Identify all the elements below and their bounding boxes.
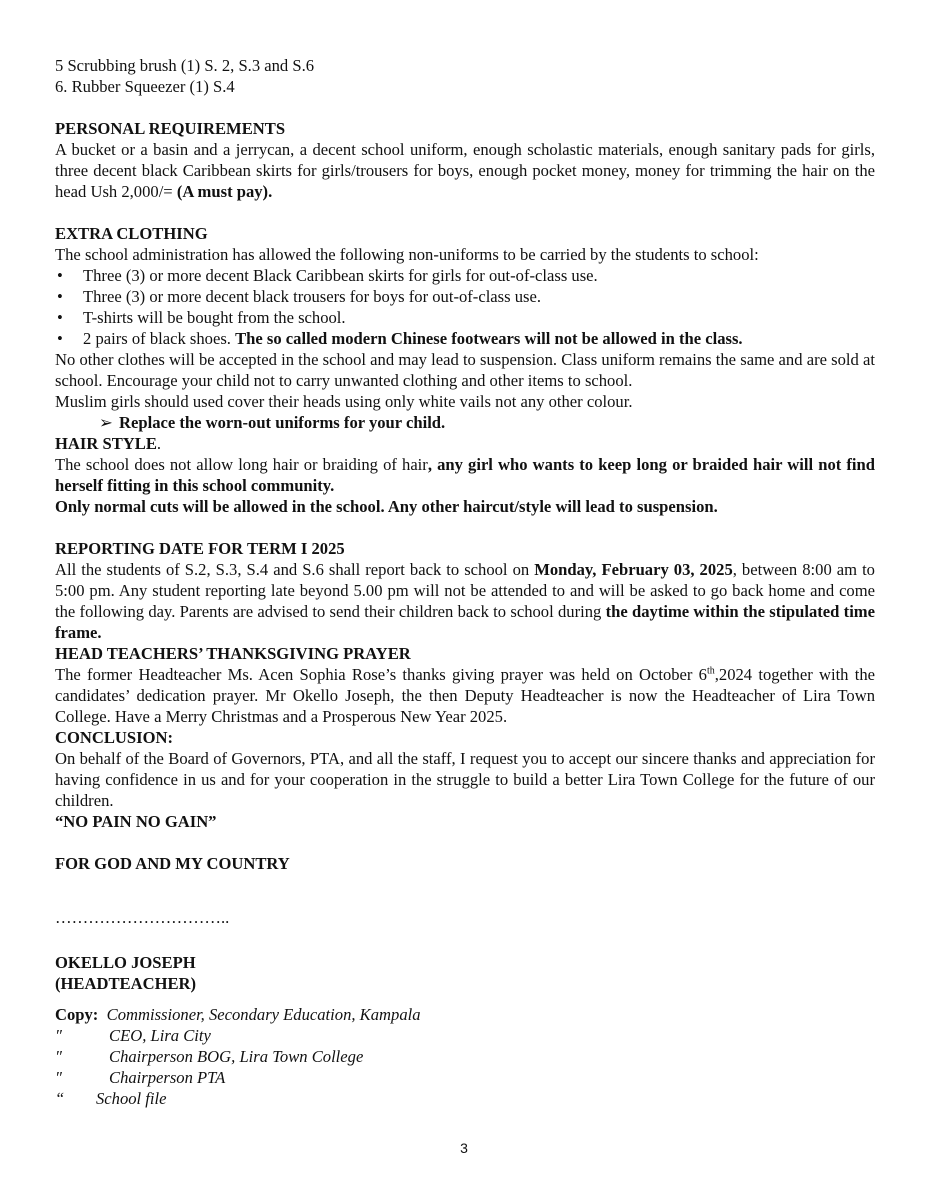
page-number: 3 xyxy=(460,1140,468,1156)
clothing-paragraph: No other clothes will be accepted in the school and may lead to suspension. Class uniform remains the same and are sold at school. Encourage your child not to carry unwanted clothing and other items to school. xyxy=(55,350,875,390)
personal-requirements-heading: PERSONAL REQUIREMENTS xyxy=(55,119,286,138)
hair-style-heading: HAIR STYLE. xyxy=(55,434,162,453)
arrow-icon: ➢ xyxy=(99,413,113,432)
copy-row: ″ Chairperson BOG, Lira Town College xyxy=(55,1047,364,1066)
top-item-5: 5 Scrubbing brush (1) S. 2, S.3 and S.6 xyxy=(55,56,315,75)
bullet-item: • 2 pairs of black shoes. The so called modern Chinese footwears will not be allowed in the class. xyxy=(55,328,875,349)
extra-clothing-intro: The school administration has allowed the following non-uniforms to be carried by the students to school: xyxy=(55,245,759,264)
motto: “NO PAIN NO GAIN” xyxy=(55,812,217,831)
hair-style-text: The school does not allow long hair or braiding of hair, any girl who wants to keep long or braided hair will not find herself fitting in this school community. xyxy=(55,455,875,495)
bullet-item: • Three (3) or more decent black trousers for boys for out-of-class use. xyxy=(55,286,875,307)
extra-clothing-heading: EXTRA CLOTHING xyxy=(55,224,208,243)
hair-style-rule: Only normal cuts will be allowed in the school. Any other haircut/style will lead to suspension. xyxy=(55,497,718,516)
document-page xyxy=(55,55,875,1109)
bullet-item: • T-shirts will be bought from the school. xyxy=(55,307,875,328)
top-item-6: 6. Rubber Squeezer (1) S.4 xyxy=(55,77,235,96)
personal-requirements-text: A bucket or a basin and a jerrycan, a decent school uniform, enough scholastic materials, enough sanitary pads for girls, three decent black Caribbean skirts for girls/trousers for boys, enough pocket money, money for trimming the hair on the head Ush 2,000/= (A must pay). xyxy=(55,140,875,201)
prayer-text: The former Headteacher Ms. Acen Sophia Rose’s thanks giving prayer was held on October 6th,2024 together with the candidates’ dedication prayer. Mr Okello Joseph, the then Deputy Headteacher is now the Headteacher of Lira Town College. Have a Merry Christmas and a Prosperous New Year 2025. xyxy=(55,665,875,726)
muslim-girls-paragraph: Muslim girls should used cover their heads using only white vails not any other colour. xyxy=(55,392,633,411)
copy-row: “ School file xyxy=(55,1089,167,1108)
signature-line: ………………………….. xyxy=(55,908,230,927)
conclusion-text: On behalf of the Board of Governors, PTA, and all the staff, I request you to accept our sincere thanks and appreciation for having confidence in us and for your cooperation in the struggle to build a better Lira Town College for the future of our children. xyxy=(55,749,875,810)
prayer-heading: HEAD TEACHERS’ THANKSGIVING PRAYER xyxy=(55,644,411,663)
signer-title: (HEADTEACHER) xyxy=(55,974,197,993)
closing-line: FOR GOD AND MY COUNTRY xyxy=(55,854,290,873)
conclusion-heading: CONCLUSION: xyxy=(55,728,174,747)
signer-name: OKELLO JOSEPH xyxy=(55,953,196,972)
arrow-item: ➢ Replace the worn-out uniforms for your child. xyxy=(99,413,446,432)
reporting-date-text: All the students of S.2, S.3, S.4 and S.6 shall report back to school on Monday, February 03, 2025, between 8:00 am to 5:00 pm. Any student reporting late beyond 5.00 pm will not be attended to and will be asked to go back home and come the following day. Parents are advised to send their children back to school during the daytime within the stipulated time frame. xyxy=(55,560,875,642)
copy-row: ″ CEO, Lira City xyxy=(55,1026,211,1045)
copy-row: ″ Chairperson PTA xyxy=(55,1068,226,1087)
bullet-item: • Three (3) or more decent Black Caribbean skirts for girls for out-of-class use. xyxy=(55,265,875,286)
reporting-date-heading: REPORTING DATE FOR TERM I 2025 xyxy=(55,539,345,558)
copy-first-row: Copy: Commissioner, Secondary Education, Kampala xyxy=(55,1005,421,1024)
